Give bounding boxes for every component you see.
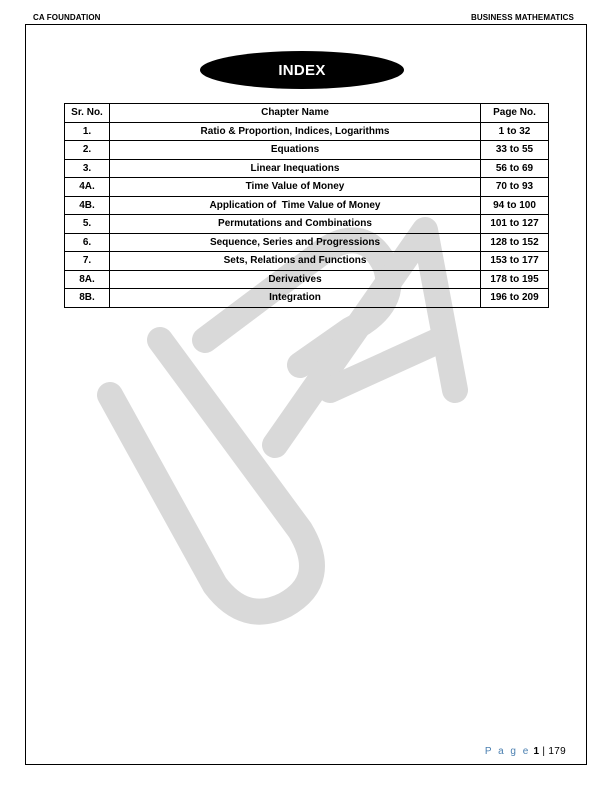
table-row bbox=[65, 215, 549, 234]
row-page-range: 178 to 195 bbox=[481, 270, 549, 289]
row-sr-no: 3. bbox=[65, 159, 110, 178]
row-sr-no: 4B. bbox=[65, 196, 110, 215]
chapter-index-table bbox=[64, 103, 549, 308]
table-row bbox=[65, 252, 549, 271]
row-sr-no: 4A. bbox=[65, 178, 110, 197]
footer-current-page: 1 bbox=[533, 746, 540, 757]
row-sr-no: 7. bbox=[65, 252, 110, 271]
row-page-range: 94 to 100 bbox=[481, 196, 549, 215]
row-page-range: 196 to 209 bbox=[481, 289, 549, 308]
table-row bbox=[65, 196, 549, 215]
table-row bbox=[65, 233, 549, 252]
row-page-range: 33 to 55 bbox=[481, 141, 549, 160]
row-chapter-name: Sets, Relations and Functions bbox=[110, 252, 481, 271]
row-page-range: 70 to 93 bbox=[481, 178, 549, 197]
table-row bbox=[65, 122, 549, 141]
row-chapter-name: Sequence, Series and Progressions bbox=[110, 233, 481, 252]
footer-total-pages: 179 bbox=[548, 746, 566, 757]
row-sr-no: 5. bbox=[65, 215, 110, 234]
row-chapter-name: Application of Time Value of Money bbox=[110, 196, 481, 215]
row-sr-no: 8A. bbox=[65, 270, 110, 289]
table-row bbox=[65, 178, 549, 197]
row-chapter-name: Time Value of Money bbox=[110, 178, 481, 197]
table-row bbox=[65, 141, 549, 160]
row-page-range: 153 to 177 bbox=[481, 252, 549, 271]
row-page-range: 101 to 127 bbox=[481, 215, 549, 234]
header-subject: BUSINESS MATHEMATICS bbox=[470, 13, 574, 22]
header-page-no: Page No. bbox=[481, 104, 549, 123]
row-page-range: 1 to 32 bbox=[481, 122, 549, 141]
row-sr-no: 6. bbox=[65, 233, 110, 252]
table-header-row bbox=[65, 104, 549, 123]
row-chapter-name: Derivatives bbox=[110, 270, 481, 289]
row-sr-no: 2. bbox=[65, 141, 110, 160]
row-page-range: 128 to 152 bbox=[481, 233, 549, 252]
index-title: INDEX bbox=[278, 61, 326, 79]
header-sr-no: Sr. No. bbox=[65, 104, 110, 123]
row-sr-no: 1. bbox=[65, 122, 110, 141]
page-footer bbox=[485, 746, 566, 757]
footer-page-word: P a g e bbox=[484, 746, 531, 757]
index-title-badge bbox=[200, 51, 404, 89]
row-page-range: 56 to 69 bbox=[481, 159, 549, 178]
row-chapter-name: Ratio & Proportion, Indices, Logarithms bbox=[110, 122, 481, 141]
footer-separator: | bbox=[542, 746, 546, 757]
table-row bbox=[65, 289, 549, 308]
row-chapter-name: Permutations and Combinations bbox=[110, 215, 481, 234]
row-chapter-name: Linear Inequations bbox=[110, 159, 481, 178]
row-chapter-name: Integration bbox=[110, 289, 481, 308]
row-chapter-name: Equations bbox=[110, 141, 481, 160]
header-chapter-name: Chapter Name bbox=[110, 104, 481, 123]
table-row bbox=[65, 270, 549, 289]
row-sr-no: 8B. bbox=[65, 289, 110, 308]
table-row bbox=[65, 159, 549, 178]
header-course: CA FOUNDATION bbox=[33, 13, 101, 22]
